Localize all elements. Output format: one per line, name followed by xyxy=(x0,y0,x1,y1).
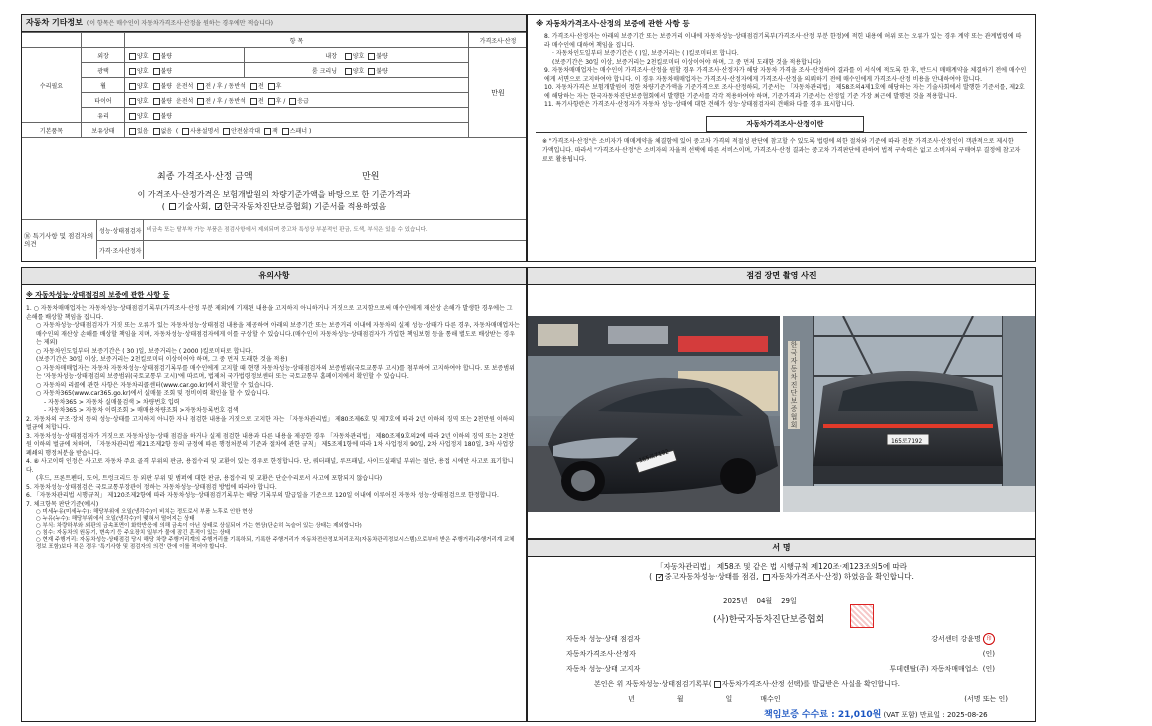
fee-amount: 책임보증 수수료 : 21,010원 xyxy=(764,710,882,720)
notice-item-8-period: · 자동차인도일부터 보증기간은 ( )일, 보증거리는 ( )킬로미터로 합니다. xyxy=(552,50,739,57)
caution-line: ○ 누유(누수): 해당부위에서 오일(냉각수)이 맺혀서 떨어지는 상태 xyxy=(36,516,195,522)
caution-subtitle: ※ 자동차성능·상태점검의 보증에 관한 사항 등 xyxy=(26,291,170,299)
caution-line: 2. 자동차의 구조·장치 등의 성능·상태를 고지하지 아니한 자나 점검한 내용을 거짓으로 고지한 자는 「자동차관리법」 제80조제6호 및 제7호에 따라 2년 이하의 징역 또는 2천만원 이하의 벌금에 처합니다. xyxy=(26,415,515,431)
glass-good-checkbox[interactable] xyxy=(129,113,136,120)
interior-good-checkbox[interactable] xyxy=(345,53,352,60)
wheel-driver-front-checkbox[interactable] xyxy=(197,83,204,90)
row-glass: 유리 xyxy=(82,108,125,123)
sign-date: 2025년 04월 29일 xyxy=(723,597,797,605)
interior-bad-checkbox[interactable] xyxy=(368,53,375,60)
gloss-good-checkbox[interactable] xyxy=(129,68,136,75)
price-checker-label: 가격·조사산정자 xyxy=(97,241,144,260)
law-line-1: 「자동차관리법」 제58조 및 같은 법 시행규칙 제120조·제123조의5에 따라 xyxy=(656,562,907,571)
tire-bad-checkbox[interactable] xyxy=(153,98,160,105)
caution-line: 7. 체크항목 판단기준(예시) xyxy=(26,500,99,508)
caution-line: 6. 「자동차관리법 시행규칙」 제120조제2항에 따라 자동차성능·상태점검기록부는 해당 기록부의 발급일을 기준으로 120일 이내에 이루어진 자동차 성능·상태점검으로 한정합니다. xyxy=(26,492,499,499)
exterior-good-checkbox[interactable] xyxy=(129,53,136,60)
kadis-checkbox[interactable] xyxy=(215,203,222,210)
row-interior: 내장 xyxy=(325,52,337,60)
holding-none-checkbox[interactable] xyxy=(153,128,160,135)
signer-values xyxy=(889,632,995,677)
tire-spare-checkbox[interactable] xyxy=(289,98,296,105)
row-tire: 타이어 xyxy=(82,93,125,108)
caution-line: - 자동차365 > 자동차 실매물검색 > 차량번호 입력 xyxy=(44,398,180,406)
row-holding: 보유상태 xyxy=(82,123,125,138)
price-check-checkbox[interactable] xyxy=(763,574,770,581)
tech-society-checkbox[interactable] xyxy=(169,203,176,210)
caution-line: (후드, 프론트펜더, 도어, 트렁크리드 등 외판 부위 및 범퍼에 대한 판금, 용접수리 및 교환은 단순수리로서 사고에 포함되지 않습니다) xyxy=(36,475,383,482)
price-won: 만원 xyxy=(469,48,528,138)
issue-confirm: 본인은 위 자동차성능·상태점검기록부( 자동차가격조사·산정 선택)를 발급받은 사실을 확인합니다. xyxy=(594,680,900,688)
caution-line: ○ 현재 주행거리: 자동차성능·상태점검 당시 해당 차량 주행거리계의 주행거리를 기록하되, 기록한 주행거리가 자동차전산정보처리조직(자동차관리정보시스템)으로부터 받은 주행거리(주행거리계 교체 정보 포함)보다 적은 경우 '특기사항 및 점검자의 의견' 란에 이를 적어야 합니다. xyxy=(36,537,515,550)
row-wheel: 휠 xyxy=(82,78,125,93)
caution-line: ○ 자동차매매업자는 자동차 자동차성능·상태점검기록부를 매수인에게 고지할 때 현행 자동차성능·상태점검자의 보증범위(국토교통부 고시)를 첨부하여 고지하여야 합니다. 또 보증범위는 '자동차성능·상태점검의 보증범위(국토교통부 고시)'에 따르며, 법제처 국가법령정보센터 또는 국토교통부 홈페이지에서 확인할 수 있습니다. xyxy=(36,364,515,380)
signer-3-label: 자동차 성능·상태 고지자 xyxy=(566,665,641,673)
sign-panel xyxy=(527,539,1036,722)
basis-text: 이 가격조사·산정가격은 보험개발원의 차량기준가액을 바탕으로 한 기준가격과 ( 기술사회, ✓ 한국자동차진단보증협회) 기준서를 적용하였음 xyxy=(22,189,526,213)
other-info-panel xyxy=(21,14,527,262)
signers xyxy=(566,632,640,677)
signer-3-value: 투데렌탈(주) 자동차매매업소 xyxy=(889,665,979,673)
wheel-rear-checkbox[interactable] xyxy=(268,83,275,90)
caution-line: ○ 자동차365(www.car365.go.kr)에서 실매물 조회 및 정비이력 확인을 할 수 있습니다. xyxy=(36,390,270,397)
exterior-bad-checkbox[interactable] xyxy=(153,53,160,60)
tire-rear-checkbox[interactable] xyxy=(268,98,275,105)
price-notice-panel xyxy=(527,14,1036,262)
front-photo xyxy=(528,316,780,512)
signer-1-value: 강서센터 강윤명 xyxy=(931,635,981,643)
caution-line: 5. 자동차성능·상태점검은 국토교통부장관이 정하는 자동차성능·상태점검 방법에 따라야 합니다. xyxy=(26,483,277,491)
row-exterior: 외장 xyxy=(82,48,125,63)
caution-line: ○ 자동차의 리콜에 관한 사항은 자동차리콜센터(www.car.go.kr)에서 확인할 수 있습니다. xyxy=(36,381,274,389)
gloss-bad-checkbox[interactable] xyxy=(153,68,160,75)
caution-line: ○ 침수: 자동차의 원동기, 변속기 등 주요장치 일부가 물에 잠긴 흔적이 있는 상태 xyxy=(36,530,231,536)
other-info-header xyxy=(22,15,526,32)
caution-list xyxy=(26,305,520,551)
org-name: (사)한국자동차진단보증협회 xyxy=(713,615,825,625)
row-cleaning: 룸 크리닝 xyxy=(311,67,337,75)
buyer-sign: (서명 또는 인) xyxy=(964,695,1008,703)
jack-checkbox[interactable] xyxy=(264,128,271,135)
manual-checkbox[interactable] xyxy=(182,128,189,135)
buyer-row: 년 월 일 매수인 (서명 또는 인) xyxy=(628,695,1008,703)
final-price-label: 최종 가격조사·산정 금액 xyxy=(157,172,253,182)
signer-2-label: 자동차가격조사·산정자 xyxy=(566,650,636,658)
notice-item-10: 10. 자동차가격은 보험개발원이 정한 차량기준가액을 기준가격으로 조사·산정하되, 기준서는 「자동차관리법」 제58조의4제1호에 해당하는 자는 기술사회에서 발행한 기준서를, 제2호에 해당하는 자는 한국자동차진단보증협회에서 발행한 기준서를 각각 적용하여야 하며, 기준가격과 기준서는 산정일 기준 가장 최근에 발행된 것을 적용합니다. xyxy=(544,84,1025,100)
glass-bad-checkbox[interactable] xyxy=(153,113,160,120)
tire-passenger-checkbox[interactable] xyxy=(250,98,257,105)
rear-plate: 165로7192 xyxy=(891,438,923,445)
caution-line: 3. 자동차성능·상태점검자가 거짓으로 자동차성능·상태 점검을 하거나 실제 점검한 내용과 다른 내용을 제공한 경우 「자동차관리법」 제80조제9호의2에 따라 2년 이하의 징역 또는 2천만원 이하의 벌금에 처하며, 「자동차관리법 제21조제2항 등의 규정에 따른 행정처분의 기준과 절차에 관한 규칙」 제5조제1항에 따라 1차 사업정지 90일, 2차 사업정지 180일, 3차 사업장 폐쇄의 행정처분을 받습니다. xyxy=(26,432,515,457)
notice-item-8-note: (보증기간은 30일 이상, 보증거리는 2천킬로미터 이상이어야 하며, 그 중 먼저 도래한 것을 적용합니다) xyxy=(552,58,821,66)
special-notes-table xyxy=(22,219,527,259)
signer-1-label: 자동차 성능·상태 점검자 xyxy=(566,635,641,643)
final-price-row xyxy=(22,166,526,188)
basis-line-1: 이 가격조사·산정가격은 보험개발원의 차량기준가액을 바탕으로 한 기준가격과 xyxy=(137,190,411,199)
photo-panel xyxy=(527,267,1036,539)
caution-line: ○ 미세누유(미세누수): 해당부위에 오일(냉각수)이 비치는 정도로서 부품 노후로 인한 현상 xyxy=(36,509,253,515)
association-banner: 한국자동차진단보증협회 xyxy=(788,341,800,429)
law-text: 「자동차관리법」 제58조 및 같은 법 시행규칙 제120조·제123조의5에 따라 ( ✓중고자동차성능·상태를 점검, 자동차가격조사·산정) 하였음을 확인합니다. xyxy=(528,562,1035,582)
wheel-good-checkbox[interactable] xyxy=(129,83,136,90)
front-plate: 165로7192 xyxy=(637,448,670,465)
buyer-label: 매수인 xyxy=(760,695,781,703)
signer-2-value: (인) xyxy=(982,650,995,658)
perf-checker-label: 성능·상태점검자 xyxy=(97,220,144,241)
notice-item-9: 9. 자동차매매업자는 매수인이 가격조사·산정을 원할 경우 가격조사·산정자가 해당 자동차 가격을 조사·산정하여 결과를 이 서식에 적도록 한 후, 반드시 매매계약을 체결하기 전에 매수인에게 서면으로 고지하여야 합니다. 이 경우 자동차매매업자는 가격조사·산정자에게 가격조사·산정을 의뢰하기 전에 매수인에게 가격조사·산정 비용을 안내하여야 합니다. xyxy=(544,67,1027,83)
notice-item-8: 8. 가격조사·산정자는 아래의 보증기간 또는 보증거리 이내에 자동차성능·상태점검기록부(가격조사·산정 부분 한정)에 적힌 내용에 허위 또는 오류가 있는 경우 계약 또는 관계법령에 따라 매수인에 대하여 책임을 집니다. xyxy=(544,33,1022,49)
sign-title: 서 명 xyxy=(528,540,1035,557)
other-info-subtitle: (이 항목은 매수인이 자동차가격조사·산정을 원하는 경우에만 적습니다) xyxy=(86,20,274,27)
caution-line: ○ 부식: 차량하부와 외판의 금속표면이 화학반응에 의해 금속이 아닌 상태로 상실되어 가는 현상(단순히 녹슬어 있는 상태는 제외합니다) xyxy=(36,523,362,529)
caution-title: 유의사항 xyxy=(22,268,526,285)
other-info-title: 자동차 기타정보 xyxy=(26,18,83,27)
law-inspection: 중고자동차성능·상태를 점검, xyxy=(664,572,759,581)
col-item: 항 목 xyxy=(125,33,469,48)
repair-label: 수리필요 xyxy=(22,48,82,123)
basis-tech: 기술사회, xyxy=(177,202,211,211)
fee-row xyxy=(764,707,988,720)
caution-line: ○ 자동차성능·상태점검자가 거짓 또는 오류가 있는 자동차성능·상태점검 내용을 제공하여 아래의 보증기간 또는 보증거리 이내에 자동차의 실제 성능·상태가 다른 경우, 자동차매매업자는 매수인의 재산상 손해를 배상할 책임을 지며, 자동차성능·상태점검자에게 이를 구상할 수 있습니다.(매수인이 자동차성능·상태점검자가 가입한 책임보험 등을 통해 별도로 배상받는 경우는 제외) xyxy=(36,322,520,346)
inspection-checkbox[interactable] xyxy=(656,574,663,581)
define-text: ※ "가격조사·산정"은 소비자가 매매계약을 체결함에 있어 중고차 가격의 적절성 판단에 참고할 수 있도록 법령에 의한 절차와 기준에 따라 전문 가격조사·산정인이 객관적으로 제시한 가액입니다. 따라서 "가격조사·산정"은 소비자의 자율적 선택에 따른 서비스이며, 가격조사·산정 결과는 중고차 가격판단에 관하여 법적 구속력은 없고 소비자의 구매여부 결정에 참고자료로 활용됩니다. xyxy=(542,137,1021,163)
spanner-checkbox[interactable] xyxy=(282,128,289,135)
special-label: ⑯ 특기사항 및 점검자의 의견 xyxy=(22,220,97,260)
tire-driver-checkbox[interactable] xyxy=(197,98,204,105)
define-title: 자동차가격조사·산정이란 xyxy=(706,116,864,132)
caution-panel xyxy=(21,267,527,722)
org-seal xyxy=(850,604,874,628)
notice-item-11: 11. 특기사항란은 가격조사·산정자가 자동차 성능·상태에 대한 견해가 성능·상태점검자의 견해와 다를 경우 표시합니다. xyxy=(544,101,855,108)
caution-line: 4. ⑧ 사고이력 인정은 사고로 자동차 주요 골격 부위의 판금, 용접수리 및 교환이 있는 경우로 한정합니다. 단, 쿼터패널, 루프패널, 사이드실패널 부위는 절단, 용접 시에만 사고로 표기합니다. xyxy=(26,458,514,474)
fee-expire: 만료일 : 2025-08-26 xyxy=(919,711,988,719)
triangle-checkbox[interactable] xyxy=(223,128,230,135)
final-price-unit: 만원 xyxy=(362,172,380,182)
caution-line: 1. ○ 자동차매매업자는 자동차성능·상태점검기록부(가격조사·산정 부분 제외)에 기재된 내용을 고지하지 아니하거나 거짓으로 고지함으로써 매수인에게 재산상 손해가 발생한 경우에는 그 손해를 배상할 책임을 집니다. xyxy=(26,305,513,321)
other-info-table: 항 목 가격조사·산정 수리필요 외장 양호 불량 내장 양호 불량 만원 광택 양호 불량 룸 크리닝 양호 불량 휠 양호 불량 운전석 전 / 후 / 동반석 전 후 타이어 양호 불량 운전석 전 / 후 / 동반석 전 후 / 응급 유리 양호 불량 기본품목 보유상태 있음 없음 ( 사용설명서 안전삼각대 잭 스패너 ) xyxy=(22,32,527,138)
signer-1-stamp: 印 xyxy=(983,633,995,645)
holding-have-checkbox[interactable] xyxy=(129,128,136,135)
caution-line: - 자동차365 > 자동차 이력조회 > 매매용차량조회 >자동차등록번호 검색 xyxy=(44,407,239,414)
fee-vat: (VAT 포함) xyxy=(883,711,918,719)
basic-label: 기본품목 xyxy=(22,123,82,138)
cleaning-good-checkbox[interactable] xyxy=(345,68,352,75)
col-price: 가격조사·산정 xyxy=(469,33,528,48)
wheel-passenger-checkbox[interactable] xyxy=(250,83,257,90)
cleaning-bad-checkbox[interactable] xyxy=(368,68,375,75)
row-gloss: 광택 xyxy=(82,63,125,78)
tire-good-checkbox[interactable] xyxy=(129,98,136,105)
perf-note: 비금속 또는 탈부착 가능 부품은 점검사항에서 제외되며 중고차 특성상 부분적인 판금, 도색, 부식은 있을 수 있습니다. xyxy=(144,220,527,241)
photo-title: 점검 장면 촬영 사진 xyxy=(528,268,1035,285)
law-price: 자동차가격조사·산정) 하였음을 확인합니다. xyxy=(770,572,914,581)
price-notice-title: ※ 자동차가격조사·산정의 보증에 관한 사항 등 xyxy=(536,19,690,28)
issue-price-checkbox[interactable] xyxy=(714,681,721,688)
caution-line: (보증기간은 30일 이상, 보증거리는 2천킬로미터 이상이어야 하며, 그 중 먼저 도래한 것을 적용) xyxy=(36,356,288,363)
signer-3-mark: (인) xyxy=(982,665,995,673)
caution-line: ○ 자동차인도일부터 보증기간은 ( 30 )일, 보증거리는 ( 2000 )킬로미터로 합니다. xyxy=(36,347,253,355)
rear-photo xyxy=(783,316,1035,512)
wheel-bad-checkbox[interactable] xyxy=(153,83,160,90)
basis-kadis: 한국자동차진단보증협회) 기준서를 적용하였음 xyxy=(223,202,387,211)
